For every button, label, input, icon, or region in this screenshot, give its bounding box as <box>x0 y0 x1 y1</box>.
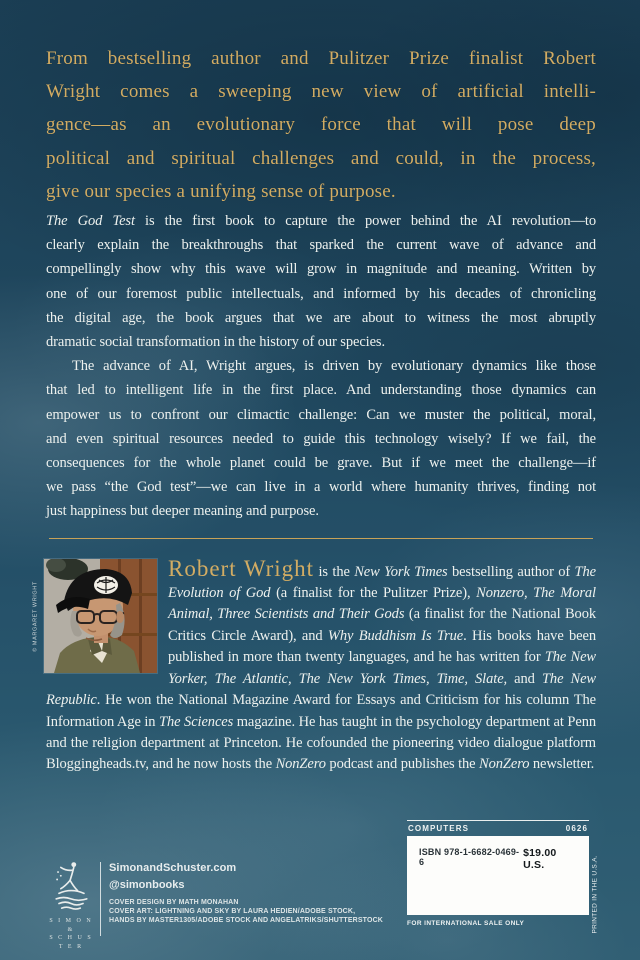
publisher-social-handle: @simonbooks <box>109 879 185 891</box>
intro-tagline: From bestselling author and Pulitzer Prize finalist Robert Wright comes a sweeping new view of artificial intelli- gence—as an evolutionary force that will pose deep political and spiritual challenges and could, in the process, give our species a unifying sense of purpose. <box>46 48 596 202</box>
code-number: 0626 <box>565 824 588 833</box>
author-bio-text: Robert Wright is the New York Times bestselling author of The Evolution of God (a finalist for the Pulitzer Prize), Nonzero, The Moral Animal, Three Scientists and Their Gods (a finalist for the National Book Critics Circle Award), and Why Buddhism Is True. His books have been published in more than twenty languages, and he has written for The New Yorker, The Atlantic, The New York Times, Time, Slate, and The New Republic. He won the National Magazine Award for Essays and Criticism for his column The Information Age in The Sciences magazine. He has taught in the psychology department at Penn and the religion department at Princeton. He cofounded the pioneering video dialogue platform Bloggingheads.tv, and he now hosts the NonZero podcast and publishes the NonZero newsletter. <box>46 555 597 773</box>
publisher-website: SimonandSchuster.com <box>109 862 237 874</box>
author-bio-section <box>46 557 596 776</box>
publisher-text-column <box>101 858 383 951</box>
category-label: COMPUTERS <box>408 824 470 833</box>
credit-line: HANDS BY MASTER1305/ADOBE STOCK AND ANGELATRIKS/SHUTTERSTOCK <box>109 917 383 924</box>
price-label: $19.00 U.S. <box>523 847 557 871</box>
printed-in-usa-note: PRINTED IN THE U.S.A. <box>591 855 599 934</box>
gold-divider <box>49 538 593 539</box>
simon-schuster-sower-logo-icon <box>52 860 90 910</box>
publisher-name-line1: S I M O N & <box>49 918 93 933</box>
barcode-top-rule <box>407 820 589 821</box>
barcode-header <box>407 823 589 833</box>
barcode-panel <box>407 820 589 927</box>
author-photo <box>44 559 157 673</box>
isbn-label: ISBN 978-1-6682-0469-6 <box>419 847 520 867</box>
synopsis-para-2: The advance of AI, Wright argues, is driven by evolutionary dynamics like those that led to intelligent life in the first place. And understanding those dynamics can empower us to confront our climactic challenge: Can we muster the political, moral, and even spiritual resources needed to guide this technology wisely? If we fail, the consequences for the whole planet could be grave. But if we meet the challenge—if we pass “the God test”—we can live in a world where humanity thrives, finding not just happiness but deeper meaning and purpose. <box>46 358 596 520</box>
photo-credit: © MARGARET WRIGHT <box>32 581 39 652</box>
credit-line: COVER DESIGN BY MATH MONAHAN <box>109 899 239 906</box>
publisher-name-line2: S C H U S T E R <box>49 935 93 950</box>
publisher-logo-column <box>46 858 96 951</box>
cover-credits <box>109 898 383 925</box>
synopsis-para-1: The God Test is the first book to capture the power behind the AI revolution—to clearly explain the breakthroughs that sparked the current wave of advance and compellingly show why this wave will grow in magnitude and meaning. Written by one of our foremost public intellectuals, and informed by his decades of chronicling the digital age, the book argues that we are about to witness the most abruptly dramatic social transformation in the history of our species. <box>46 213 596 351</box>
sale-note: FOR INTERNATIONAL SALE ONLY <box>407 920 525 927</box>
credit-line: COVER ART: LIGHTNING AND SKY BY LAURA HEDIEN/ADOBE STOCK, <box>109 908 356 915</box>
barcode-box <box>407 836 589 915</box>
publisher-footer <box>46 858 383 951</box>
